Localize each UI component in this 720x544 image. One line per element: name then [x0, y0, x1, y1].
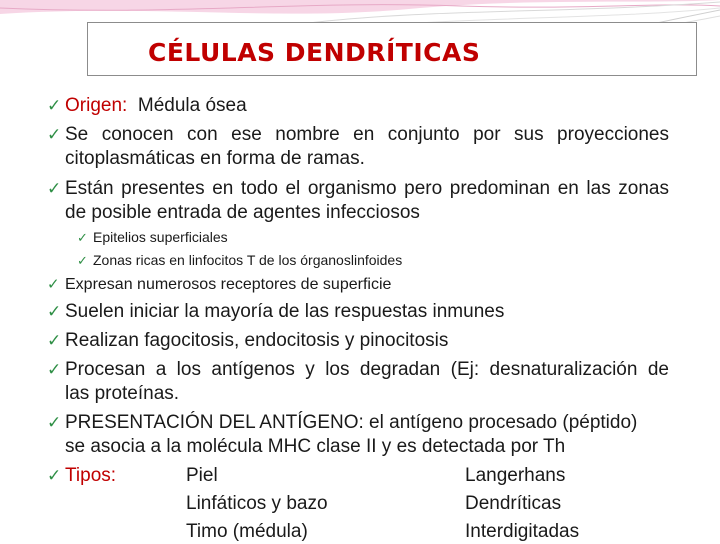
presentacion-line-1: PRESENTACIÓN DEL ANTÍGENO: el antígeno procesado (péptido)	[65, 412, 638, 433]
expresan-text: Expresan numerosos receptores de superficie	[65, 276, 392, 293]
bullet-tipos	[47, 464, 116, 488]
tipo-nombre-interdigitadas: Interdigitadas	[465, 521, 580, 542]
sub-bullet-epitelios	[77, 228, 228, 247]
slide-title: CÉLULAS DENDRÍTICAS	[148, 38, 481, 67]
presentes-line-2: de posible entrada de agentes infecciosos	[65, 202, 420, 223]
bullet-realizan	[47, 329, 448, 353]
realizan-text: Realizan fagocitosis, endocitosis y pinocitosis	[65, 330, 449, 351]
tipo-nombre-langerhans: Langerhans	[465, 465, 566, 486]
tipo-nombre-dendriticas: Dendríticas	[465, 493, 562, 514]
check-icon: ✓	[77, 230, 88, 245]
check-icon: ✓	[77, 253, 88, 268]
tipo-ubicacion-timo: Timo (médula)	[186, 521, 308, 542]
bullet-conocen	[47, 123, 669, 147]
check-icon: ✓	[47, 302, 62, 321]
sub-bullet-2: Zonas ricas en linfocitos T de los órganoslinfoides	[93, 252, 403, 268]
bullet-suelen	[47, 300, 504, 324]
presentes-line-1: Están presentes en todo el organismo pero predominan en las zonas	[65, 178, 669, 199]
tipo-ubicacion-linfaticos: Linfáticos y bazo	[186, 493, 328, 514]
suelen-text: Suelen iniciar la mayoría de las respuestas inmunes	[65, 301, 505, 322]
bullet-origen	[47, 94, 247, 118]
bullet-procesan	[47, 358, 669, 382]
conocen-line-1: Se conocen con ese nombre en conjunto por sus proyecciones	[65, 124, 669, 145]
title-box	[87, 22, 697, 76]
check-icon: ✓	[47, 96, 62, 115]
check-icon: ✓	[47, 179, 62, 198]
presentacion-line-2: se asocia a la molécula MHC clase II y es detectada por Th	[65, 436, 566, 457]
check-icon: ✓	[47, 466, 62, 485]
sub-bullet-1: Epitelios superficiales	[93, 229, 228, 245]
check-icon: ✓	[47, 360, 62, 379]
bullet-presentes	[47, 177, 669, 201]
check-icon: ✓	[47, 413, 62, 432]
check-icon: ✓	[47, 276, 60, 293]
sub-bullet-zonas	[77, 251, 402, 270]
conocen-line-2: citoplasmáticas en forma de ramas.	[65, 148, 365, 169]
tipo-ubicacion-piel: Piel	[186, 465, 218, 486]
bullet-presentacion	[47, 411, 637, 435]
check-icon: ✓	[47, 331, 62, 350]
origen-label: Origen:	[65, 95, 128, 116]
check-icon: ✓	[47, 125, 62, 144]
procesan-line-1: Procesan a los antígenos y los degradan (Ej: desnaturalización de	[65, 359, 669, 380]
origen-value: Médula ósea	[137, 95, 247, 116]
bullet-expresan	[47, 275, 391, 295]
procesan-line-2: las proteínas.	[65, 383, 180, 404]
tipos-label: Tipos:	[65, 465, 117, 486]
